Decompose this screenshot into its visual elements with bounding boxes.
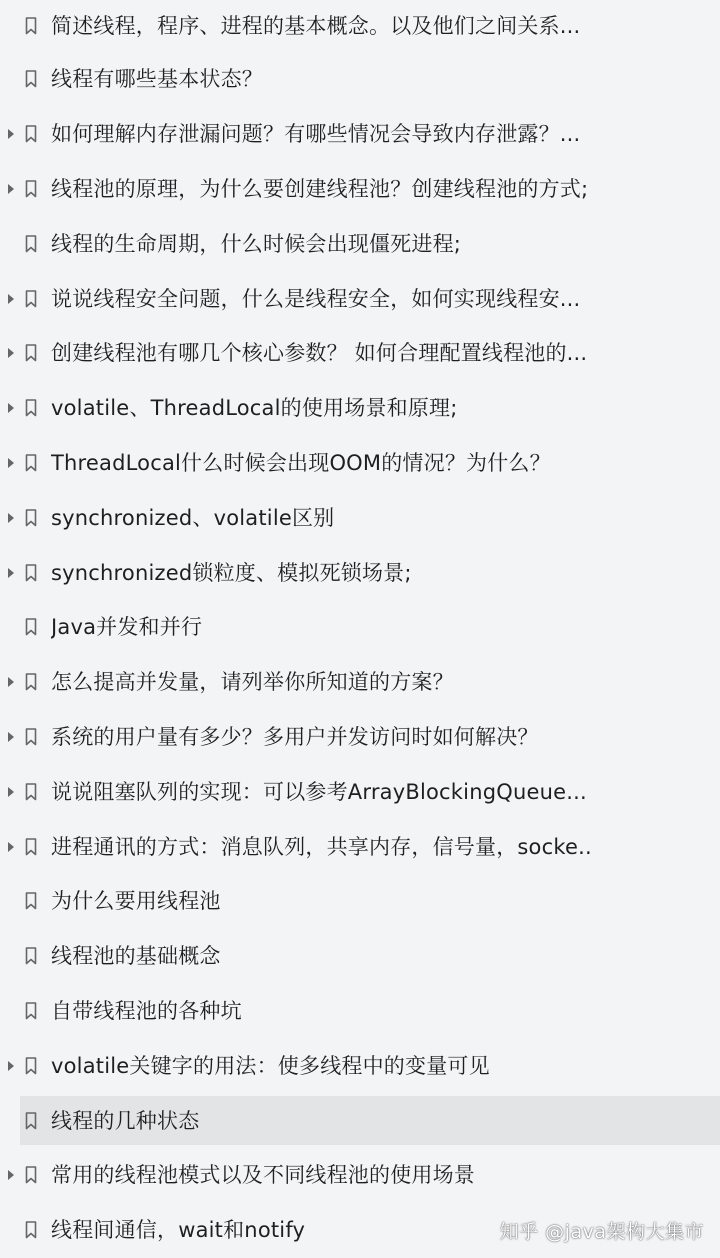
bookmark-icon [24,15,38,37]
bookmark-icon [24,397,38,419]
outline-item-label: 进程通讯的方式：消息队列，共享内存，信号量，socke.. [51,834,592,859]
bookmark-icon [24,836,38,858]
outline-item[interactable] [0,490,720,545]
bookmark-icon [24,342,38,364]
bookmark-icon [24,781,38,803]
caret-right-icon[interactable] [5,343,17,363]
outline-item[interactable] [0,984,720,1039]
outline-item[interactable] [0,655,720,710]
outline-item-label: 线程有哪些基本状态？ [51,67,263,92]
outline-item-label: ThreadLocal什么时候会出现OOM的情况？为什么？ [51,450,551,475]
outline-item[interactable] [0,1093,720,1148]
outline-item-label: 如何理解内存泄漏问题？有哪些情况会导致内存泄露？... [51,122,581,147]
outline-item-label: synchronized锁粒度、模拟死锁场景; [51,560,412,585]
bookmark-icon [24,671,38,693]
caret-right-icon[interactable] [5,1165,17,1185]
bookmark-icon [24,945,38,967]
outline-item[interactable] [0,162,720,217]
bookmark-icon [24,123,38,145]
outline-item-label: Java并发和并行 [51,615,203,640]
outline-item-label: 系统的用户量有多少？多用户并发访问时如何解决？ [51,724,539,749]
watermark: 知乎 @java架构大集市 [499,1221,704,1243]
bookmark-icon [24,1000,38,1022]
bookmark-icon [24,233,38,255]
outline-item-label: 自带线程池的各种坑 [51,998,242,1023]
bookmark-icon [24,178,38,200]
outline-item[interactable] [0,326,720,381]
outline-item-label: 线程间通信，wait和notify [51,1218,306,1243]
outline-item-label: 怎么提高并发量，请列举你所知道的方案？ [51,670,454,695]
bookmark-icon [24,562,38,584]
outline-item[interactable] [0,1038,720,1093]
outline-item-label: synchronized、volatile区别 [51,505,335,530]
outline-item[interactable] [0,381,720,436]
outline-item-label: 说说线程安全问题，什么是线程安全，如何实现线程安... [51,286,581,311]
outline-item-label: 线程的生命周期，什么时候会出现僵死进程; [51,231,462,256]
caret-right-icon[interactable] [5,1056,17,1076]
bookmark-icon [24,507,38,529]
bookmark-icon [24,1219,38,1241]
outline-item[interactable] [0,929,720,984]
bookmark-icon [24,452,38,474]
bookmark-icon [24,1164,38,1186]
outline-item[interactable] [0,436,720,491]
outline-item[interactable] [0,52,720,107]
caret-right-icon[interactable] [5,782,17,802]
caret-right-icon[interactable] [5,289,17,309]
outline-item-label: volatile关键字的用法：使多线程中的变量可见 [51,1053,490,1078]
outline-item-label: 线程池的原理，为什么要创建线程池？创建线程池的方式; [51,176,589,201]
bookmark-icon [24,1110,38,1132]
outline-item-label: 常用的线程池模式以及不同线程池的使用场景 [51,1163,475,1188]
caret-right-icon[interactable] [5,563,17,583]
bookmark-icon [24,890,38,912]
outline-item[interactable] [0,0,720,52]
outline-item-label: 创建线程池有哪几个核心参数？ 如何合理配置线程池的... [51,341,588,366]
caret-right-icon[interactable] [5,727,17,747]
outline-item-label: 为什么要用线程池 [51,889,221,914]
outline-item-label: 线程的几种状态 [51,1108,200,1133]
bookmark-icon [24,616,38,638]
outline-item[interactable] [0,216,720,271]
caret-right-icon[interactable] [5,837,17,857]
bookmark-icon [24,68,38,90]
bookmark-icon [24,726,38,748]
outline-item-label: 说说阻塞队列的实现：可以参考ArrayBlockingQueue... [51,779,587,804]
caret-right-icon[interactable] [5,672,17,692]
outline-item[interactable] [0,1148,720,1203]
outline-item[interactable] [0,819,720,874]
outline-item[interactable] [0,874,720,929]
bookmark-icon [24,1055,38,1077]
outline-item-label: 简述线程，程序、进程的基本概念。以及他们之间关系... [51,14,581,38]
outline-item-label: 线程池的基础概念 [51,944,221,969]
outline-item[interactable] [0,107,720,162]
outline-item[interactable] [0,710,720,765]
caret-right-icon[interactable] [5,398,17,418]
outline-item[interactable] [0,600,720,655]
caret-right-icon[interactable] [5,179,17,199]
bookmark-icon [24,288,38,310]
outline-item[interactable] [0,545,720,600]
outline-item-label: volatile、ThreadLocal的使用场景和原理; [51,396,458,421]
caret-right-icon[interactable] [5,508,17,528]
outline-item[interactable] [0,271,720,326]
caret-right-icon[interactable] [5,124,17,144]
outline-item[interactable] [0,764,720,819]
caret-right-icon[interactable] [5,453,17,473]
